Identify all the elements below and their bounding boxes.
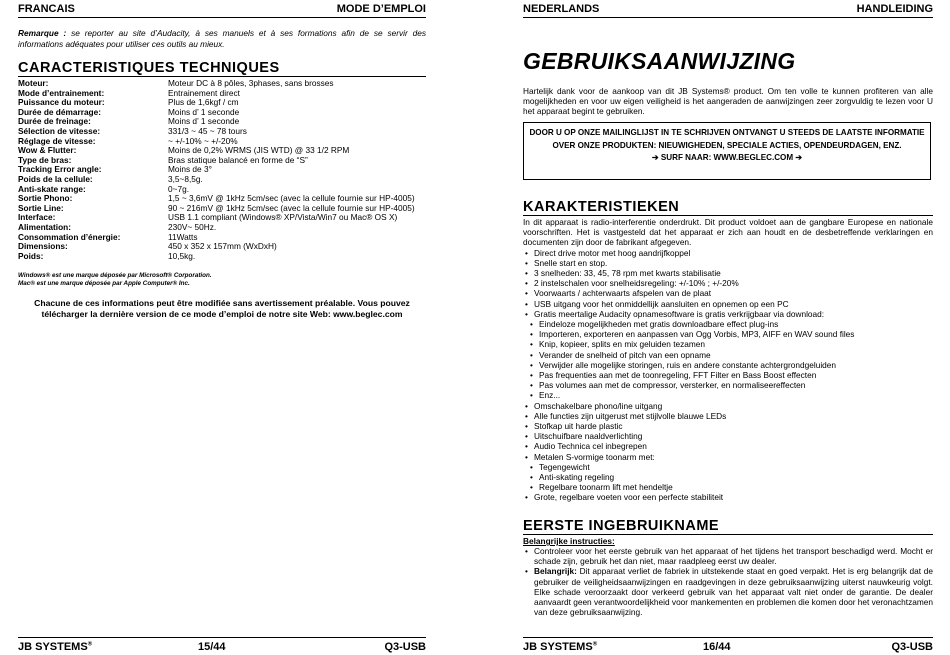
header-title: HANDLEIDING	[856, 3, 933, 15]
important-instructions-label: Belangrijke instructies:	[523, 536, 615, 546]
spec-label: Durée de démarrage:	[18, 106, 102, 117]
spec-value: 3,5~8,5g.	[168, 173, 203, 184]
list-item: • Anti-skating regeling	[539, 472, 933, 482]
features-list-b	[523, 401, 933, 462]
specs-table	[18, 78, 426, 260]
spec-label: Alimentation:	[18, 221, 72, 232]
spec-label: Tracking Error angle:	[18, 164, 102, 175]
page-footer	[18, 637, 426, 655]
spec-row	[18, 232, 426, 242]
spec-label: Sortie Phono:	[18, 193, 73, 204]
instruction-item	[534, 566, 933, 617]
spec-value: 450 x 352 x 157mm (WxDxH)	[168, 241, 277, 252]
first-use-section	[523, 536, 933, 617]
spec-row	[18, 164, 426, 174]
list-item: • 3 snelheden: 33, 45, 78 rpm met kwarts stabilisatie	[534, 268, 933, 278]
features-list-a	[523, 248, 933, 319]
trademark-notes	[18, 272, 212, 288]
page-header	[18, 3, 426, 18]
tonearm-features-list	[523, 462, 933, 493]
mailing-list-link[interactable]: ➔ SURF NAAR: WWW.BEGLEC.COM ➔	[651, 153, 803, 162]
spec-row	[18, 126, 426, 136]
list-item: • Regelbare toonarm lift met hendeltje	[539, 482, 933, 492]
remark-text: se reporter au site d’Audacity, à ses manuels et à ses formations afin de se servir des informations adéquates pour utiliser ces outils au mieux.	[18, 28, 426, 49]
page-header	[523, 3, 933, 18]
spec-value: ~ +/-10% ~ +/-20%	[168, 135, 238, 146]
spec-label: Consommation d’énergie:	[18, 231, 121, 242]
spec-value: 11Watts	[168, 231, 198, 242]
footer-model: Q3-USB	[384, 641, 426, 653]
spec-value: USB 1.1 compliant (Windows® XP/Vista/Win7 ou Mac® OS X)	[168, 212, 398, 223]
trademark-windows: Windows® est une marque déposée par Microsoft® Corporation.	[18, 272, 212, 279]
remark-paragraph	[18, 28, 426, 49]
spec-value: Entrainement direct	[168, 87, 240, 98]
list-item: • Pas frequenties aan met de toonregeling, FFT Filter en Bass Boost effecten	[539, 370, 933, 380]
features-section	[523, 217, 933, 503]
spec-row	[18, 116, 426, 126]
spec-label: Sélection de vitesse:	[18, 125, 101, 136]
instruction-text: Controleer voor het eerste gebruik van het apparaat of het tijdens het transport beschadigd werd. Mocht er schade zijn, gebruik het dan niet, maar raadpleeg eerst uw dealer.	[534, 546, 933, 567]
list-item: • Uitschuifbare naaldverlichting	[534, 431, 933, 441]
list-item: • Voorwaarts / achterwaarts afspelen van de plaat	[534, 288, 933, 298]
list-item: • Omschakelbare phono/line uitgang	[534, 401, 933, 411]
manual-title: GEBRUIKSAANWIJZING	[523, 48, 796, 74]
spec-value: Plus de 1,6kgf / cm	[168, 97, 239, 108]
page-footer	[523, 637, 933, 655]
spec-row	[18, 193, 426, 203]
spec-label: Interface:	[18, 212, 56, 223]
spec-value: 90 ~ 216mV @ 1kHz 5cm/sec (avec la cellule fournie sur HP-4005)	[168, 202, 415, 213]
spec-value: Moins de 3°	[168, 164, 212, 175]
spec-row	[18, 136, 426, 146]
features-intro: In dit apparaat is radio-interferentie onderdrukt. Dit product voldoet aan de gangbare Europese en nationale voorschriften. Het is vastgesteld dat het apparaat er zich aan houdt en de desbetreffende verklaringen en documenten zijn door de fabrikant afgegeven.	[523, 217, 933, 248]
list-item: • Verander de snelheid of pitch van een opname	[539, 350, 933, 360]
spec-row	[18, 145, 426, 155]
instructions-list	[523, 546, 933, 617]
instruction-label: Belangrijk:	[534, 566, 577, 577]
list-item: • Alle functies zijn uitgerust met stijlvolle blauwe LEDs	[534, 411, 933, 421]
footer-model: Q3-USB	[891, 641, 933, 653]
header-language: FRANCAIS	[18, 3, 75, 15]
spec-row	[18, 88, 426, 98]
list-item: • Knip, kopieer, splits en mix geluiden tezamen	[539, 339, 933, 349]
spec-value: 1,5 ~ 3,6mV @ 1kHz 5cm/sec (avec la cellule fournie sur HP-4005)	[168, 193, 415, 204]
instruction-text: Dit apparaat verliet de fabriek in uitstekende staat en goed verpakt. Het is erg belangrijk dat de gebruiker de veiligheidsaanwijzingen en raadgevingen in deze gebruiksaanwijzing uiterst nauwkeurig volgt. Elke schade veroorzaakt door verkeerd gebruik van het apparaat valt niet onder de garantie. De dealer aanvaardt geen verantwoordelijkheid voor mankementen en problemen die komen door het veronachtzamen van deze gebruiksaanwijzing.	[534, 566, 933, 618]
footer-brand: JB SYSTEMS®	[18, 641, 93, 653]
spec-row	[18, 107, 426, 117]
spec-label: Poids de la cellule:	[18, 173, 93, 184]
spec-label: Dimensions:	[18, 241, 68, 252]
spec-label: Moteur:	[18, 78, 49, 88]
spec-row	[18, 222, 426, 232]
footer-page-number: 15/44	[198, 641, 226, 653]
footer-brand: JB SYSTEMS®	[523, 641, 598, 653]
list-item: • Enz...	[539, 390, 933, 400]
list-item: • Verwijder alle mogelijke storingen, ruis en andere constante achtergrondgeluiden	[539, 360, 933, 370]
spec-value: Moins d’ 1 seconde	[168, 106, 240, 117]
list-item: • 2 instelschalen voor snelheidsregeling: +/-10% ; +/-20%	[534, 278, 933, 288]
spec-row	[18, 174, 426, 184]
spec-row	[18, 251, 426, 261]
spec-label: Sortie Line:	[18, 202, 64, 213]
spec-label: Mode d’entrainement:	[18, 87, 105, 98]
spec-value: 10,5kg.	[168, 250, 196, 261]
audacity-features-list	[523, 319, 933, 401]
features-list-c	[523, 492, 933, 502]
section-title-specs: CARACTERISTIQUES TECHNIQUES	[18, 60, 426, 77]
list-item: • Snelle start en stop.	[534, 258, 933, 268]
list-item: • Gratis meertalige Audacity opnamesoftware is gratis verkrijgbaar via download:	[534, 309, 933, 319]
page-left	[18, 0, 426, 654]
spec-row	[18, 184, 426, 194]
spec-value: Moins de 0,2% WRMS (JIS WTD) @ 33 1/2 RPM	[168, 145, 350, 156]
spec-value: 331/3 ~ 45 ~ 78 tours	[168, 125, 247, 136]
mailing-list-box	[523, 122, 931, 180]
list-item: • Direct drive motor met hoog aandrijfkoppel	[534, 248, 933, 258]
list-item: • Metalen S-vormige toonarm met:	[534, 452, 933, 462]
spec-value: Moins d’ 1 seconde	[168, 116, 240, 127]
section-title-first-use: EERSTE INGEBRUIKNAME	[523, 518, 933, 535]
spec-row	[18, 78, 426, 88]
list-item: • Importeren, exporteren en aanpassen van Ogg Vorbis, MP3, AIFF en WAV sound files	[539, 329, 933, 339]
spec-row	[18, 203, 426, 213]
spec-row	[18, 241, 426, 251]
list-item: • Audio Technica cel inbegrepen	[534, 441, 933, 451]
spec-value: Bras statique balancé en forme de “S”	[168, 154, 308, 165]
instruction-item	[534, 546, 933, 566]
spec-label: Durée de freinage:	[18, 116, 91, 127]
change-notice: Chacune de ces informations peut être modifiée sans avertissement préalable. Vous pouvez télécharger la dernière version de ce mode d’emploi de notre site Web: www.beglec.com	[34, 298, 410, 319]
spec-value: 0~7g.	[168, 183, 189, 194]
footer-page-number: 16/44	[703, 641, 731, 653]
remark-label: Remarque :	[18, 28, 67, 38]
intro-paragraph: Hartelijk dank voor de aankoop van dit JB Systems® product. Om ten volle te kunnen profiteren van alle mogelijkheden en voor uw eigen veiligheid is het aangeraden de aanwijzingen zeer zorgvuldig te lezen voor U het apparaat begint te gebruiken.	[523, 86, 933, 116]
spec-label: Poids:	[18, 250, 44, 261]
spec-label: Puissance du moteur:	[18, 97, 105, 108]
spec-value: Moteur DC à 8 pôles, 3phases, sans brosses	[168, 78, 334, 88]
spec-value: 230V~ 50Hz.	[168, 221, 217, 232]
trademark-mac: Mac® est une marque déposée par Apple Computer® Inc.	[18, 280, 190, 287]
list-item: • Pas volumes aan met de compressor, versterker, en normaliseereffecten	[539, 380, 933, 390]
spec-row	[18, 97, 426, 107]
page-right	[523, 0, 933, 654]
header-title: MODE D’EMPLOI	[336, 3, 426, 15]
list-item: • Eindeloze mogelijkheden met gratis downloadbare effect plug-ins	[539, 319, 933, 329]
spec-label: Anti-skate range:	[18, 183, 86, 194]
mailing-list-text: DOOR U OP ONZE MAILINGLIJST IN TE SCHRIJVEN ONTVANGT U STEEDS DE LAATSTE INFORMATIE OVER ONZE PRODUKTEN: NIEUWIGHEDEN, SPECIALE ACTIES, OPENDEURDAGEN, ENZ.	[529, 128, 925, 150]
list-item: • USB uitgang voor het onmiddellijk aansluiten en opnemen op een PC	[534, 299, 933, 309]
list-item: • Stofkap uit harde plastic	[534, 421, 933, 431]
spec-row	[18, 212, 426, 222]
spec-row	[18, 155, 426, 165]
header-language: NEDERLANDS	[523, 3, 600, 15]
section-title-features: KARAKTERISTIEKEN	[523, 199, 933, 216]
list-item: • Tegengewicht	[539, 462, 933, 472]
list-item: • Grote, regelbare voeten voor een perfecte stabiliteit	[534, 492, 933, 502]
spec-label: Type de bras:	[18, 154, 72, 165]
spec-label: Wow & Flutter:	[18, 145, 77, 156]
spec-label: Réglage de vitesse:	[18, 135, 96, 146]
